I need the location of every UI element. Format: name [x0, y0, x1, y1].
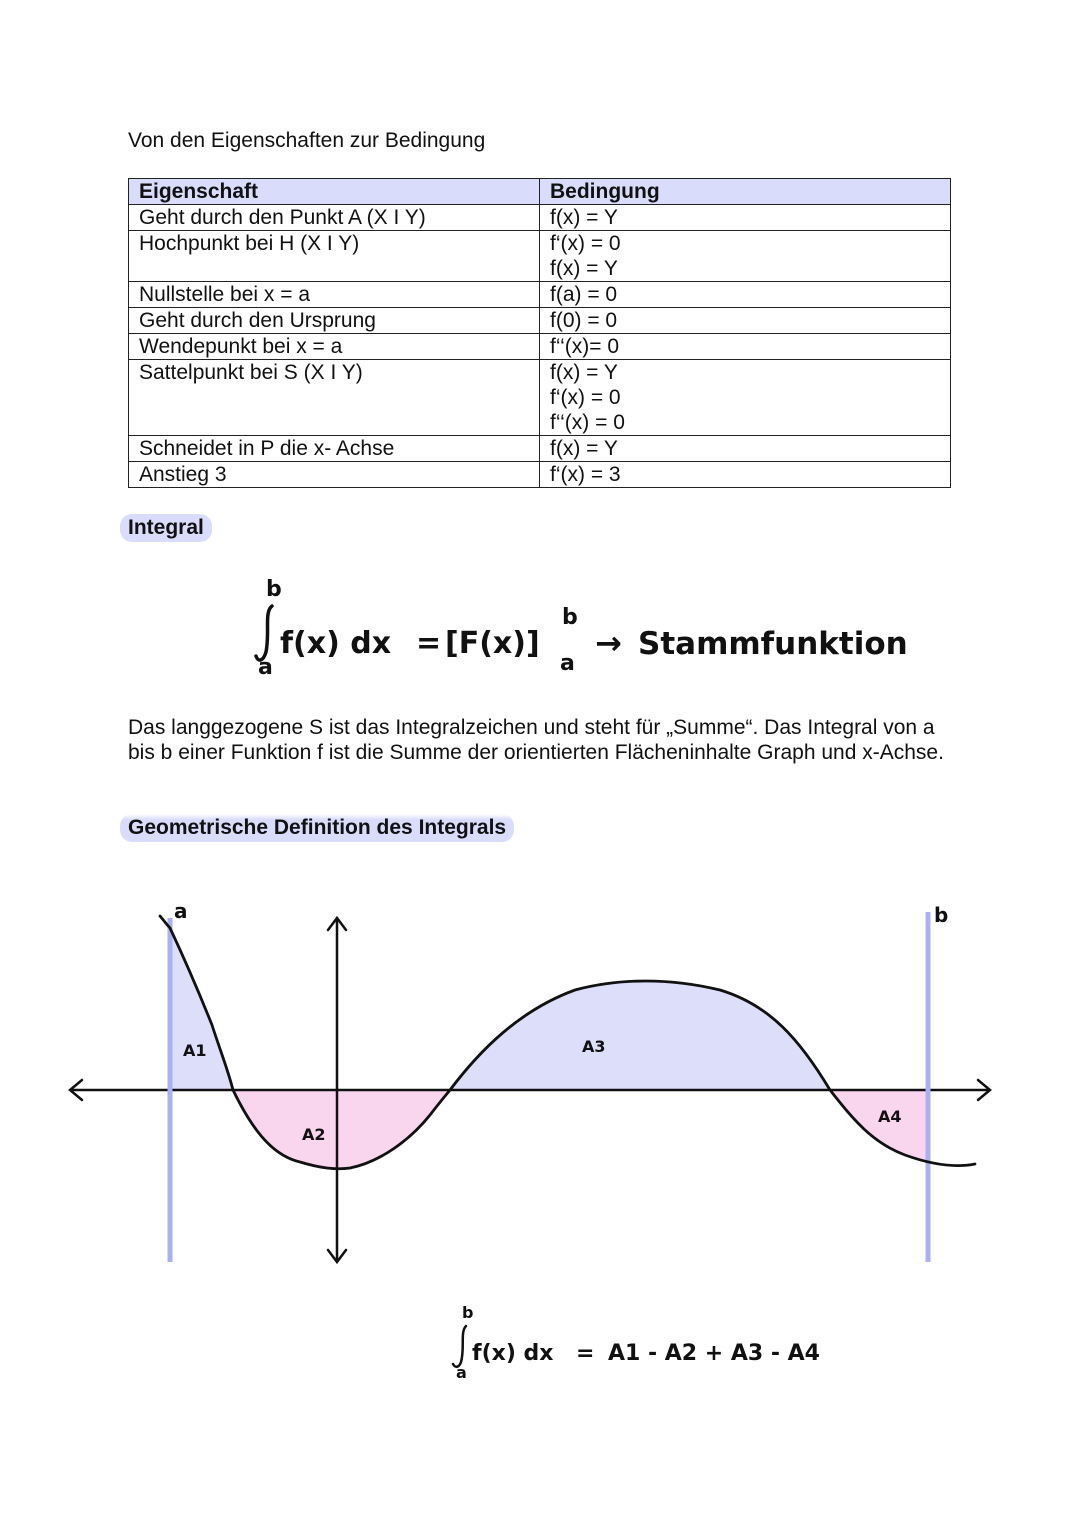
formula-antiderivative: [F(x)] [445, 626, 540, 661]
condition-cell [540, 360, 951, 436]
label-a2: A2 [302, 1125, 326, 1144]
area-a1-region [170, 928, 233, 1090]
condition-cell [540, 334, 951, 360]
formula2-upper-limit: b [462, 1303, 474, 1322]
property-cell: Wendepunkt bei x = a [129, 334, 540, 360]
condition-cell [540, 308, 951, 334]
condition-cell [540, 282, 951, 308]
formula2-rhs: A1 - A2 + A3 - A4 [608, 1341, 820, 1366]
label-a3: A3 [582, 1037, 606, 1056]
geometric-heading: Geometrische Definition des Integrals [120, 814, 514, 842]
table-row [129, 462, 951, 488]
property-cell: Anstieg 3 [129, 462, 540, 488]
condition-line: f(x) = Y [550, 361, 618, 384]
arrow-right-icon: → [595, 624, 622, 662]
formula-lower-limit: a [258, 655, 273, 680]
table-header-row [129, 179, 951, 205]
formula-bracket-lower: a [560, 651, 575, 676]
integral-formula [250, 572, 930, 682]
table-row [129, 436, 951, 462]
formula-integrand: f(x) dx [280, 626, 392, 661]
condition-line: f‘(x) = 0 [550, 232, 621, 255]
table-row [129, 334, 951, 360]
property-cell: Hochpunkt bei H (X I Y) [129, 231, 540, 282]
label-a4: A4 [878, 1107, 902, 1126]
integral-paragraph: Das langgezogene S ist das Integralzeichen und steht für „Summe“. Das Integral von a bis b einer Funktion f ist die Summe der orientierten Flächeninhalte Graph und x-Achse. [128, 716, 944, 764]
label-a: a [174, 899, 188, 923]
formula2-lower-limit: a [456, 1363, 467, 1382]
formula-upper-limit: b [266, 577, 282, 602]
condition-line: f‘‘(x) = 0 [550, 411, 625, 434]
condition-line: f‘‘(x)= 0 [550, 335, 620, 358]
label-b: b [934, 903, 949, 927]
table-row [129, 231, 951, 282]
formula-note: Stammfunktion [638, 626, 908, 662]
condition-cell [540, 231, 951, 282]
condition-line: f(0) = 0 [550, 309, 618, 332]
condition-line: f‘(x) = 3 [550, 463, 621, 486]
condition-cell [540, 205, 951, 231]
header-condition: Bedingung [540, 179, 951, 205]
condition-line: f‘(x) = 0 [550, 386, 621, 409]
table-row [129, 360, 951, 436]
label-a1: A1 [183, 1041, 207, 1060]
table-row [129, 205, 951, 231]
area-sum-formula [448, 1298, 828, 1383]
formula2-equals: = [576, 1341, 595, 1366]
property-cell: Schneidet in P die x- Achse [129, 436, 540, 462]
property-cell: Geht durch den Ursprung [129, 308, 540, 334]
formula2-integrand: f(x) dx [472, 1341, 554, 1366]
condition-cell [540, 436, 951, 462]
condition-line: f(a) = 0 [550, 283, 618, 306]
table-row [129, 308, 951, 334]
property-cell: Geht durch den Punkt A (X I Y) [129, 205, 540, 231]
formula-equals: = [416, 626, 442, 661]
condition-line: f(x) = Y [550, 206, 618, 229]
integral-heading: Integral [120, 514, 212, 542]
property-cell: Sattelpunkt bei S (X I Y) [129, 360, 540, 436]
properties-table [128, 178, 951, 488]
condition-line: f(x) = Y [550, 437, 618, 460]
area-a3-region [450, 981, 830, 1090]
header-property: Eigenschaft [129, 179, 540, 205]
integral-diagram [0, 890, 1080, 1280]
intro-text: Von den Eigenschaften zur Bedingung [128, 129, 486, 152]
condition-cell [540, 462, 951, 488]
formula-bracket-upper: b [562, 605, 578, 630]
property-cell: Nullstelle bei x = a [129, 282, 540, 308]
table-row [129, 282, 951, 308]
integral-sign-icon [256, 606, 272, 660]
integral-sign-small-icon [453, 1326, 466, 1367]
condition-line: f(x) = Y [550, 257, 618, 280]
